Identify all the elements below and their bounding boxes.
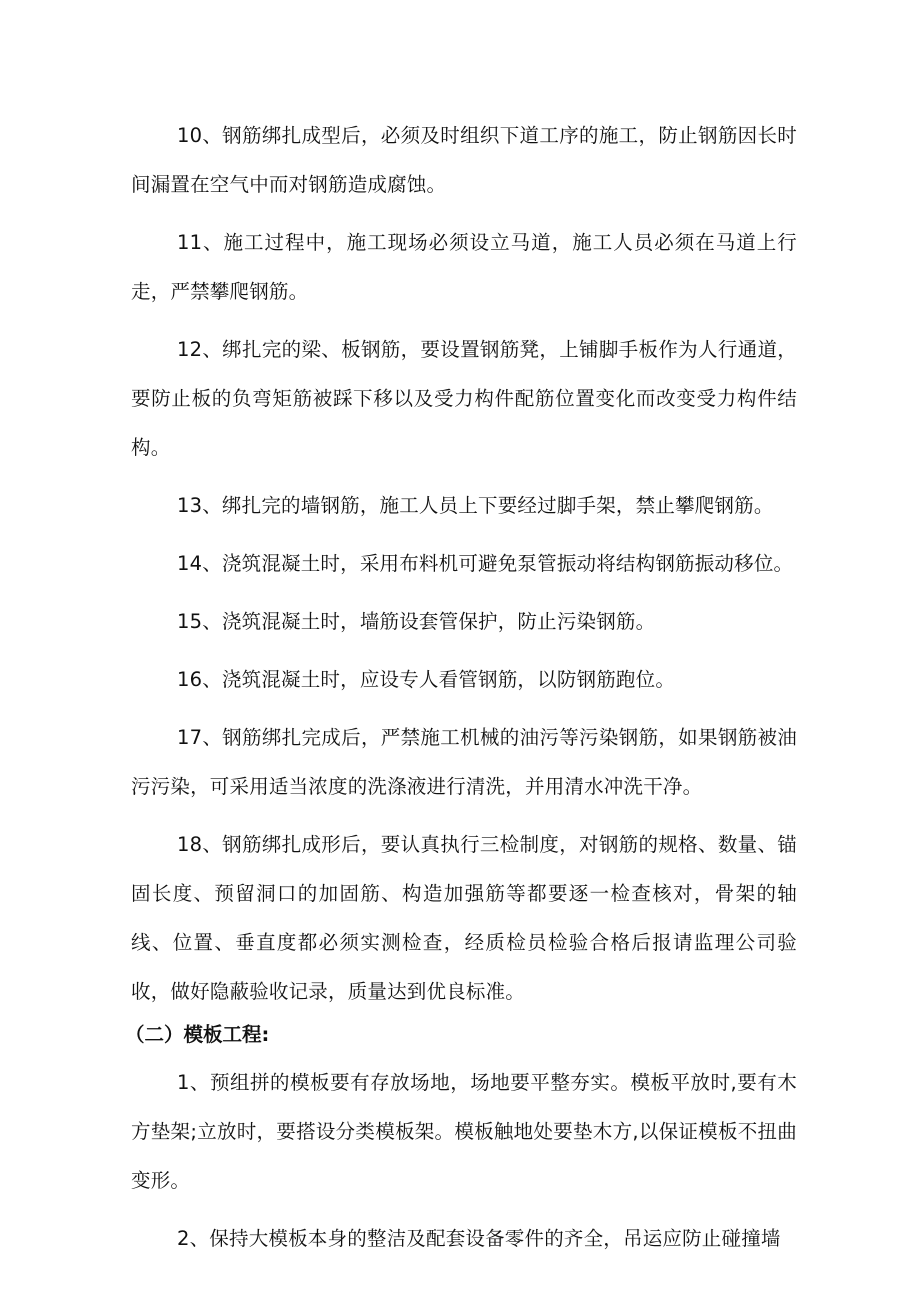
paragraph-10: 10、钢筋绑扎成型后，必须及时组织下道工序的施工，防止钢筋因长时间漏置在空气中而对钢筋造成腐蚀。	[131, 124, 797, 196]
document-body	[125, 111, 797, 1272]
section-heading-formwork: （二）模板工程:	[125, 1023, 270, 1046]
paragraph-17: 17、钢筋绑扎完成后，严禁施工机械的油污等污染钢筋，如果钢筋被油污污染，可采用适当浓度的洗涤液进行清洗，并用清水冲洗干净。	[131, 726, 797, 798]
paragraph-11: 11、施工过程中，施工现场必须设立马道，施工人员必须在马道上行走，严禁攀爬钢筋。	[131, 231, 797, 303]
paragraph-18: 18、钢筋绑扎成形后，要认真执行三检制度，对钢筋的规格、数量、锚固长度、预留洞口的加固筋、构造加强筋等都要逐一检查核对，骨架的轴线、位置、垂直度都必须实测检查，经质检员检验合格后报请监理公司验收，做好隐蔽验收记录，质量达到优良标准。	[131, 833, 797, 1003]
paragraph-15: 15、浇筑混凝土时，墙筋设套管保护，防止污染钢筋。	[177, 610, 656, 633]
paragraph-formwork-2: 2、保持大模板本身的整洁及配套设备零件的齐全，吊运应防止碰撞墙	[177, 1227, 781, 1250]
paragraph-14: 14、浇筑混凝土时，采用布料机可避免泵管振动将结构钢筋振动移位。	[177, 552, 794, 575]
paragraph-formwork-1: 1、预组拼的模板要有存放场地，场地要平整夯实。模板平放时,要有木方垫架;立放时，要搭设分类模板架。模板触地处要垫木方,以保证模板不扭曲变形。	[131, 1071, 797, 1192]
paragraph-16: 16、浇筑混凝土时，应设专人看管钢筋，以防钢筋跑位。	[177, 668, 676, 691]
paragraph-12: 12、绑扎完的梁、板钢筋，要设置钢筋凳，上铺脚手板作为人行通道，要防止板的负弯矩筋被踩下移以及受力构件配筋位置变化而改变受力构件结构。	[131, 338, 797, 459]
paragraph-13: 13、绑扎完的墙钢筋，施工人员上下要经过脚手架，禁止攀爬钢筋。	[177, 494, 774, 517]
